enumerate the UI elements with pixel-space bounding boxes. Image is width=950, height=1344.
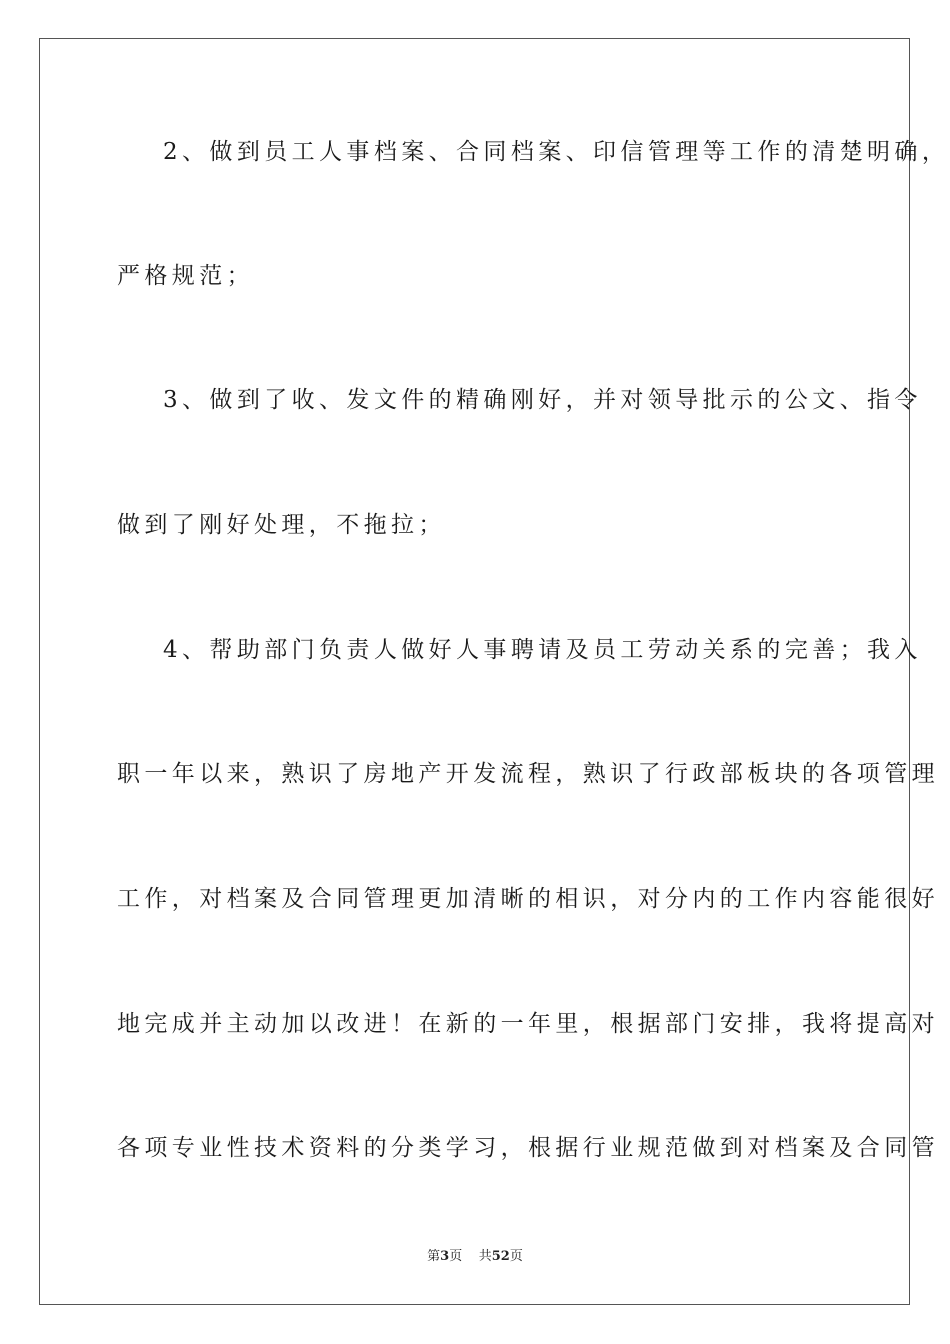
total-pages: 52 xyxy=(491,1249,510,1264)
page-footer xyxy=(0,1249,950,1265)
paragraph-line: 做到了刚好处理，不拖拉； xyxy=(117,512,446,538)
page-number: 3 xyxy=(440,1249,450,1264)
paragraph-line: 职一年以来，熟识了房地产开发流程，熟识了行政部板块的各项管理 xyxy=(117,761,939,787)
page-border xyxy=(39,38,950,1305)
total-prefix: 共 xyxy=(478,1249,492,1264)
paragraph-line: 3、做到了收、发文件的精确刚好，并对领导批示的公文、指令 xyxy=(163,387,922,413)
paragraph-line: 4、帮助部门负责人做好人事聘请及员工劳动关系的完善；我入 xyxy=(163,637,922,663)
paragraph-line: 2、做到员工人事档案、合同档案、印信管理等工作的清楚明确， xyxy=(163,139,950,165)
paragraph-line: 工作，对档案及合同管理更加清晰的相识，对分内的工作内容能很好 xyxy=(117,886,939,912)
paragraph-line: 各项专业性技术资料的分类学习，根据行业规范做到对档案及合同管 xyxy=(117,1135,939,1161)
page-prefix: 第 xyxy=(427,1249,441,1264)
paragraph-line: 地完成并主动加以改进！在新的一年里，根据部门安排，我将提高对 xyxy=(117,1011,939,1037)
page-suffix: 页 xyxy=(449,1249,463,1264)
paragraph-line: 严格规范； xyxy=(117,263,254,289)
total-suffix: 页 xyxy=(509,1249,523,1264)
